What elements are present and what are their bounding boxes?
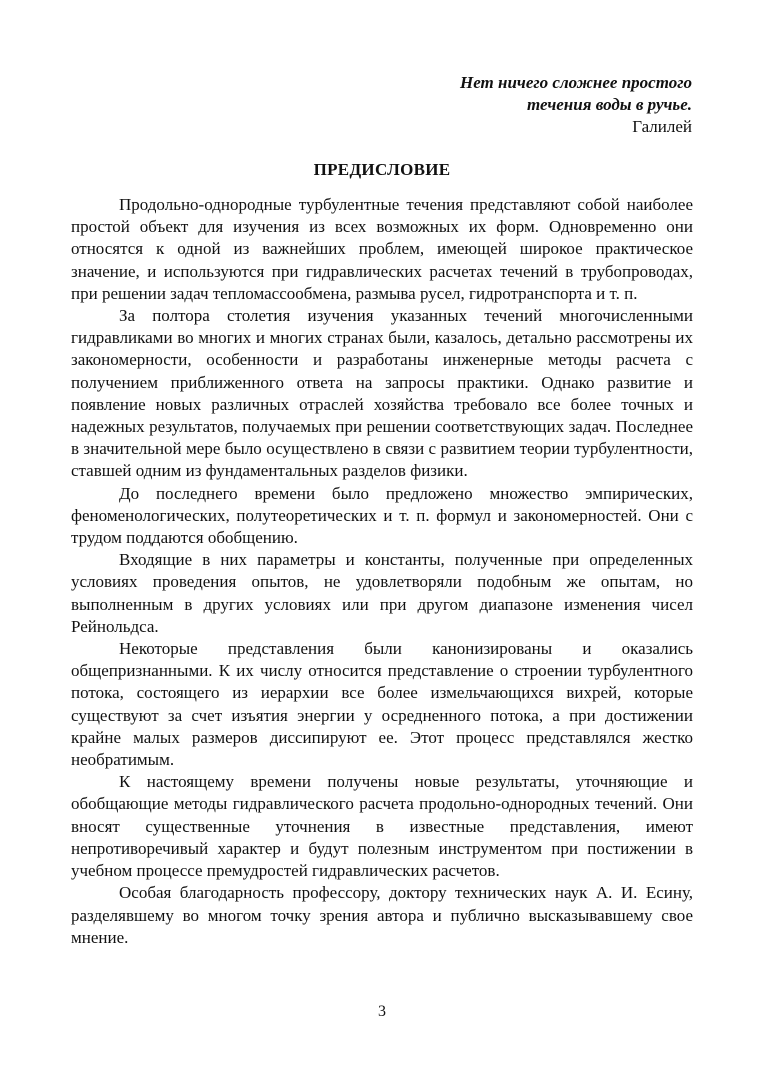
epigraph-author: Галилей [632, 117, 692, 136]
epigraph-line-1: Нет ничего сложнее простого [460, 73, 692, 92]
paragraph: За полтора столетия изучения указанных течений многочисленными гидравликами во многих и многих странах были, казалось, детально рассмотрены их закономерности, особенности и разработаны инженерные методы расчета с получением приближенного ответа на запросы практики. Однако развитие и появление новых различных отраслей хозяйства требовало все более точных и надежных результатов, получаемых при решении соответствующих задач. Последнее в значительной мере было осуществлено в связи с развитием теории турбулентности, ставшей одним из фундаментальных разделов физики. [71, 306, 693, 481]
epigraph-line-2: течения воды в ручье. [527, 95, 692, 114]
paragraph: Продольно-однородные турбулентные течения представляют собой наиболее простой объект для изучения из всех возможных их форм. Одновременно они относятся к одной из важнейших проблем, имеющей широкое практическое значение, и используются при гидравлических расчетах течений в трубопроводах, при решении задач тепломассообмена, размыва русел, гидротранспорта и т. п. [71, 195, 693, 303]
epigraph [460, 72, 692, 138]
paragraph: До последнего времени было предложено множество эмпирических, феноменологических, полутеоретических и т. п. формул и закономерностей. Они с трудом поддаются обобщению. [71, 483, 693, 548]
paragraph: Особая благодарность профессору, доктору технических наук А. И. Есину, разделявшему во многом точку зрения автора и публично высказывавшему свое мнение. [71, 883, 693, 947]
preface-body [71, 194, 693, 949]
page-number: 3 [378, 1003, 386, 1020]
paragraph: Некоторые представления были канонизированы и оказались общепризнанными. К их числу относится представление о строении турбулентного потока, состоящего из иерархии все более измельчающихся вихрей, которые существуют за счет изъятия энергии у осредненного потока, а при достижении крайне малых размеров диссипируют ее. Этот процесс представлялся жестко необратимым. [71, 639, 693, 770]
page-title: ПРЕДИСЛОВИЕ [313, 160, 451, 179]
paragraph: Входящие в них параметры и константы, полученные при определенных условиях проведения опытов, не удовлетворяли подобным же опытам, но выполненным в других условиях или при другом диапазоне изменения чисел Рейнольдса. [71, 550, 693, 636]
paragraph: К настоящему времени получены новые результаты, уточняющие и обобщающие методы гидравлического расчета продольно-однородных течений. Они вносят существенные уточнения в известные представления, имеют непротиворечивый характер и будут полезным инструментом при постижении в учебном процессе премудростей гидравлических расчетов. [71, 772, 693, 881]
